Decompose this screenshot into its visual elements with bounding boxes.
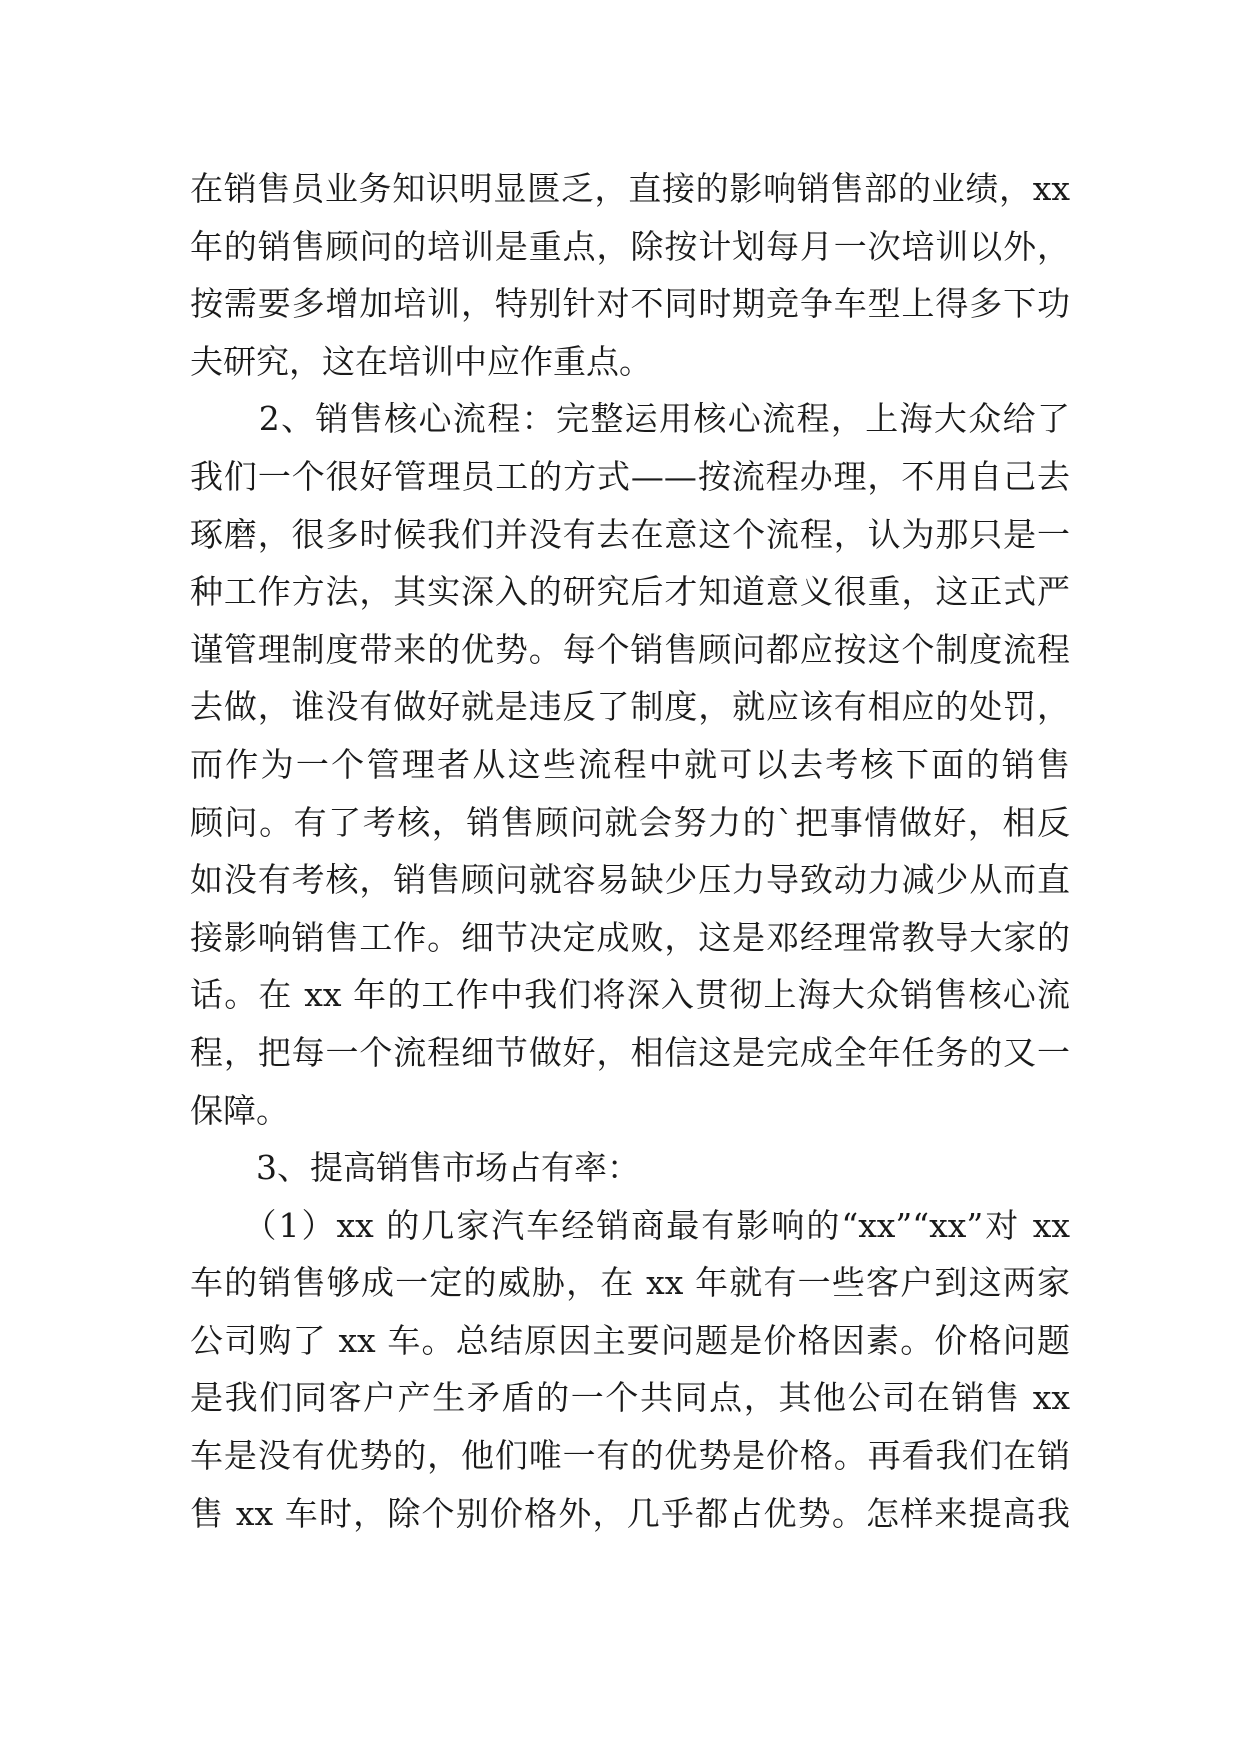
text-line: 而作为一个管理者从这些流程中就可以去考核下面的销售: [190, 744, 1070, 784]
text-line: 售 xx 车时，除个别价格外，几乎都占优势。怎样来提高我: [190, 1493, 1070, 1533]
text-line: 是我们同客户产生矛盾的一个共同点，其他公司在销售 xx: [190, 1378, 1070, 1418]
text-line: 车的销售够成一定的威胁，在 xx 年就有一些客户到这两家: [190, 1263, 1070, 1303]
text-line: 接影响销售工作。细节决定成败，这是邓经理常教导大家的: [190, 917, 1070, 957]
text-line: 年的销售顾问的培训是重点，除按计划每月一次培训以外，: [190, 226, 1070, 266]
text-line: 在销售员业务知识明显匮乏，直接的影响销售部的业绩，xx: [190, 169, 1070, 208]
text-line: 按需要多增加培训，特别针对不同时期竞争车型上得多下功: [190, 284, 1070, 324]
text-line: 谨管理制度带来的优势。每个销售顾问都应按这个制度流程: [190, 629, 1070, 669]
text-line: 顾问。有了考核，销售顾问就会努力的`把事情做好，相反: [190, 802, 1070, 842]
text-line: 种工作方法，其实深入的研究后才知道意义很重，这正式严: [190, 572, 1070, 612]
text-line: 话。在 xx 年的工作中我们将深入贯彻上海大众销售核心流: [190, 975, 1070, 1015]
text-line: 公司购了 xx 车。总结原因主要问题是价格因素。价格问题: [190, 1320, 1070, 1360]
text-line: 2、销售核心流程：完整运用核心流程，上海大众给了: [190, 399, 1070, 439]
body-text: [190, 160, 1070, 1542]
text-line: 我们一个很好管理员工的方式——按流程办理，不用自己去: [190, 456, 1070, 496]
text-line: 如没有考核，销售顾问就容易缺少压力导致动力减少从而直: [190, 860, 1070, 900]
text-line: 车是没有优势的，他们唯一有的优势是价格。再看我们在销: [190, 1436, 1070, 1476]
text-line: 琢磨，很多时候我们并没有去在意这个流程，认为那只是一: [190, 514, 1070, 554]
text-line: 程，把每一个流程细节做好，相信这是完成全年任务的又一: [190, 1032, 1070, 1072]
text-line: 3、提高销售市场占有率：: [190, 1148, 640, 1188]
text-line: 去做，谁没有做好就是违反了制度，就应该有相应的处罚，: [190, 687, 1070, 727]
text-line: （1）xx 的几家汽车经销商最有影响的“xx”“xx”对 xx: [190, 1205, 1070, 1245]
text-line: 夫研究，这在培训中应作重点。: [190, 341, 652, 381]
text-line: 保障。: [190, 1090, 289, 1130]
